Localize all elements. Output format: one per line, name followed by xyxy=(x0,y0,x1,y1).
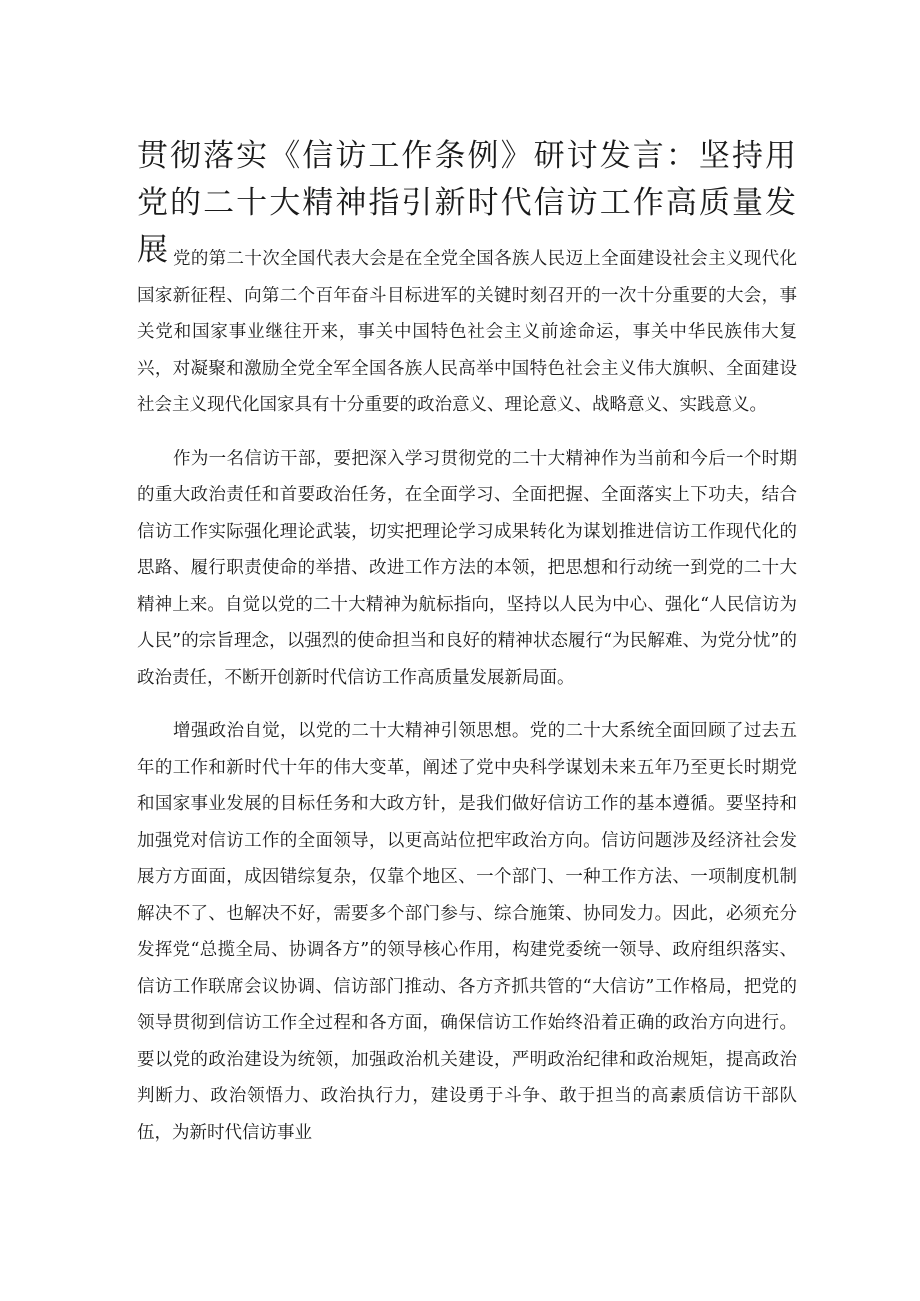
paragraph-2: 作为一名信访干部，要把深入学习贯彻党的二十大精神作为当前和今后一个时期的重大政治责任和首要政治任务，在全面学习、全面把握、全面落实上下功夫，结合信访工作实际强化理论武装，切实把理论学习成果转化为谋划推进信访工作现代化的思路、履行职责使命的举措、改进工作方法的本领，把思想和行动统一到党的二十大精神上来。自觉以党的二十大精神为航标指向，坚持以人民为中心、强化“人民信访为人民”的宗旨理念，以强烈的使命担当和良好的精神状态履行“为民解难、为党分忧”的政治责任，不断开创新时代信访工作高质量发展新局面。 xyxy=(137,448,797,688)
document-body xyxy=(137,241,797,1168)
document-title: 贯彻落实《信访工作条例》研讨发言：坚持用党的二十大精神指引新时代信访工作高质量发展 xyxy=(137,138,797,268)
paragraph-1: 党的第二十次全国代表大会是在全党全国各族人民迈上全面建设社会主义现代化国家新征程、向第二个百年奋斗目标进军的关键时刻召开的一次十分重要的大会，事关党和国家事业继往开来，事关中国特色社会主义前途命运，事关中华民族伟大复兴，对凝聚和激励全党全军全国各族人民高举中国特色社会主义伟大旗帜、全面建设社会主义现代化国家具有十分重要的政治意义、理论意义、战略意义、实践意义。 xyxy=(137,249,797,415)
paragraph-3: 增强政治自觉，以党的二十大精神引领思想。党的二十大系统全面回顾了过去五年的工作和新时代十年的伟大变革，阐述了党中央科学谋划未来五年乃至更长时期党和国家事业发展的目标任务和大政方针，是我们做好信访工作的基本遵循。要坚持和加强党对信访工作的全面领导，以更高站位把牢政治方向。信访问题涉及经济社会发展方方面面，成因错综复杂，仅靠个地区、一个部门、一种工作方法、一项制度机制解决不了、也解决不好，需要多个部门参与、综合施策、协同发力。因此，必须充分发挥党“总揽全局、协调各方”的领导核心作用，构建党委统一领导、政府组织落实、信访工作联席会议协调、信访部门推动、各方齐抓共管的“大信访”工作格局，把党的领导贯彻到信访工作全过程和各方面，确保信访工作始终沿着正确的政治方向进行。要以党的政治建设为统领，加强政治机关建设，严明政治纪律和政治规矩，提高政治判断力、政治领悟力、政治执行力，建设勇于斗争、敢于担当的高素质信访干部队伍，为新时代信访事业 xyxy=(137,721,797,1143)
